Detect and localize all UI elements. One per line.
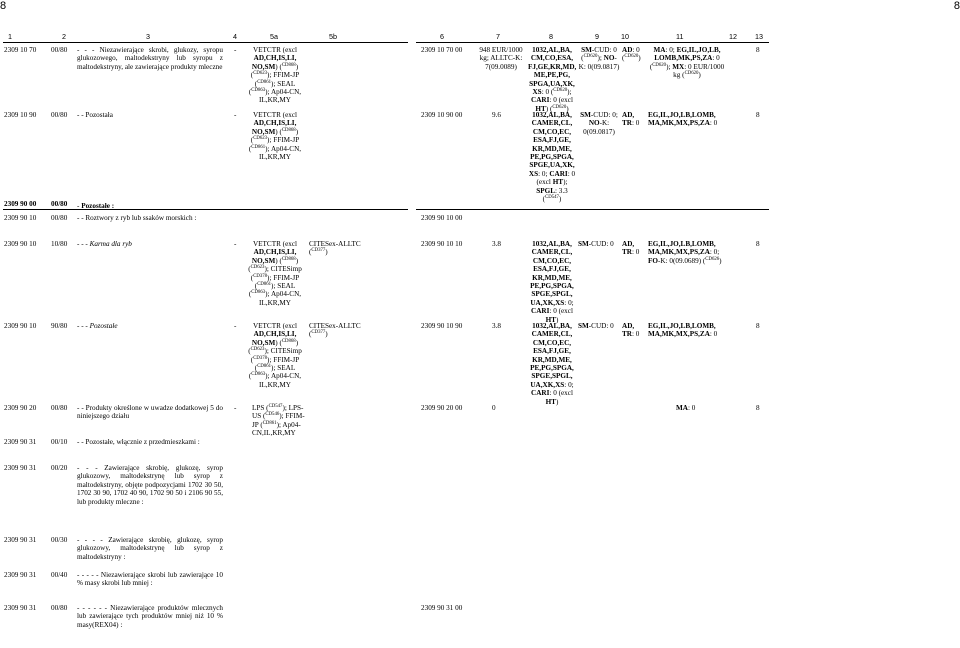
row-code: 2309 90 10 10: [421, 240, 463, 248]
row-col4: -: [234, 111, 237, 119]
row-code: 2309 90 31 00: [421, 604, 463, 612]
row-code: 2309 90 31: [4, 604, 37, 612]
row-col4: -: [234, 322, 237, 330]
row-suffix: 10/80: [51, 240, 68, 248]
row-col5a: LPS ($^{CD547}$); LPS-US ($^{CD546}$); FFIM-JP ($^{CD861}$); Ap04-CN,IL,KR,MY: [252, 404, 305, 438]
row-col8: 1032,AL,BA, CAMER,CL, CM,CO,EC, ESA,FJ,GE, KR,MD,ME, PE,PG,SPGA, SPGE,SPGL, UA,XK,XS: 0; CARI: 0 (excl HT): [530, 322, 574, 406]
row-description: - - - Niezawierające skrobi, glukozy, syropu glukozowego, maltodekstryny lub syropu z maltodekstryny, ale zawierające produkty mleczne: [77, 46, 223, 71]
row-suffix: 00/80: [51, 604, 68, 612]
row-col9: SM-CUD: 0; NO-K: 0(09.0817): [580, 111, 618, 136]
row-description: - - Roztwory z ryb lub ssaków morskich :: [77, 214, 197, 222]
row-description: - - - - - Niezawierające skrobi lub zawierające 10 % masy skrobi lub mniej :: [77, 571, 223, 588]
row-col13: 8: [756, 46, 760, 54]
row-col5a: VETCTR (excl AD,CH,IS,LI, NO,SM) ($^{CD868}$) ($^{CD623}$); FFIM-JP ($^{CD861}$); Ap04-CN, IL,KR,MY: [248, 111, 302, 162]
row-col9: SM-CUD: 0 ($^{CD620}$); NO-K: 0(09.0817): [578, 46, 620, 71]
row-code: 2309 90 10: [4, 214, 37, 222]
row-description: - - Produkty określone w uwadze dodatkowej 5 do niniejszego działu: [77, 404, 223, 421]
page-number-left: 8: [0, 0, 7, 12]
row-code: 2309 90 10: [4, 240, 37, 248]
section-rule: [3, 209, 408, 210]
row-code: 2309 90 10: [4, 322, 37, 330]
header-col-5a: 5a: [270, 32, 278, 41]
row-col10: AD, TR: 0: [622, 240, 640, 257]
row-code: 2309 10 90: [4, 111, 37, 119]
row-col4: -: [234, 46, 237, 54]
row-col5a: VETCTR (excl AD,CH,IS,LI, NO,SM) ($^{CD868}$) ($^{CD623}$); CITESimp ($^{CD378}$); FFIM-JP ($^{CD861}$); SEAL ($^{CD863}$); Ap04-CN, IL,KR,MY: [248, 322, 302, 389]
row-col7: 948 EUR/1000 kg; ALLTC-K: 7(09.0089): [479, 46, 523, 71]
row-col8: 1032,AL,BA, CAMER,CL, CM,CO,EC, ESA,FJ,GE, KR,MD,ME, PE,PG,SPGA, SPGE,UA,XK, XS: 0; CARI: 0 (excl HT); SPGL: 3.3 ($^{CD547}$): [528, 111, 576, 204]
row-col10: AD, TR: 0: [622, 111, 640, 128]
row-code: 2309 90 31: [4, 464, 37, 472]
row-code: 2309 10 70 00: [421, 46, 463, 54]
header-col-6: 6: [440, 32, 444, 41]
row-col7: 3.8: [492, 240, 501, 248]
row-code: 2309 10 90 00: [421, 111, 463, 119]
row-suffix: 00/80: [51, 214, 68, 222]
header-col-8: 8: [549, 32, 553, 41]
row-col4: -: [234, 240, 237, 248]
row-code: 2309 10 70: [4, 46, 37, 54]
row-suffix: 00/10: [51, 438, 68, 446]
header-col-12: 12: [729, 32, 737, 41]
row-suffix: 90/80: [51, 322, 68, 330]
section-rule: [416, 209, 769, 210]
row-col11: MA: 0; EG,IL,JO,LB, LOMB,MK,PS,ZA: 0 ($^{CD620}$); MX: 0 EUR/1000 kg ($^{CD620}$): [649, 46, 725, 80]
row-code: 2309 90 20 00: [421, 404, 463, 412]
row-description: - - - Karma dla ryb: [77, 240, 132, 248]
row-col8: 1032,AL,BA, CM,CO,ESA, FJ,GE,KR,MD, ME,PE,PG, SPGA,UA,XK, XS: 0 ($^{CD620}$); CARI: 0 (excl HT) ($^{CD620}$): [528, 46, 577, 113]
header-col-3: 3: [146, 32, 150, 41]
row-col13: 8: [756, 111, 760, 119]
header-col-1: 1: [8, 32, 12, 41]
row-col9: SM-CUD: 0: [578, 322, 614, 330]
row-code: 2309 90 10 90: [421, 322, 463, 330]
row-suffix: 00/40: [51, 571, 68, 579]
row-col10: AD: 0 ($^{CD620}$): [622, 46, 641, 63]
row-description: - - - Zawierające skrobię, glukozę, syrop glukozowy, maltodekstrynę lub syrop z maltodekstryny, objęte podpozycjami 1702 30 50, 1702 30 90, 1702 40 90, 1702 90 50 i 2106 90 55, lub produkty mleczne :: [77, 464, 223, 506]
row-col13: 8: [756, 404, 760, 412]
row-suffix: 00/80: [51, 46, 68, 54]
header-col-4: 4: [233, 32, 237, 41]
row-description: - - Pozostałe, włącznie z przedmieszkami :: [77, 438, 200, 446]
header-col-10: 10: [621, 32, 629, 41]
row-col11: EG,IL,JO,LB,LOMB, MA,MK,MX,PS,ZA: 0: [648, 111, 718, 128]
row-col7: 0: [492, 404, 496, 412]
row-suffix: 00/80: [51, 404, 68, 412]
row-code: 2309 90 00: [4, 200, 37, 208]
row-description: - Pozostałe :: [77, 202, 115, 210]
header-rule-left: [3, 42, 408, 43]
header-rule-right: [416, 42, 769, 43]
row-suffix: 00/80: [51, 111, 68, 119]
header-col-11: 11: [676, 32, 684, 41]
row-suffix: 00/30: [51, 536, 68, 544]
header-col-7: 7: [496, 32, 500, 41]
row-col5a: VETCTR (excl AD,CH,IS,LI, NO,SM) ($^{CD868}$) ($^{CD623}$); FFIM-JP ($^{CD861}$); SEAL ($^{CD863}$); Ap04-CN, IL,KR,MY: [248, 46, 302, 105]
row-col11: MA: 0: [676, 404, 696, 412]
row-suffix: 00/80: [51, 200, 68, 208]
page-number-right: 8: [953, 0, 960, 12]
row-col5b: CITESex-ALLTC ($^{CD377}$): [309, 322, 361, 339]
header-col-13: 13: [755, 32, 763, 41]
row-description: - - - - Zawierające skrobię, glukozę, syrop glukozowy, maltodekstrynę lub syrop z maltodekstryny :: [77, 536, 223, 561]
header-col-5b: 5b: [329, 32, 337, 41]
row-code: 2309 90 31: [4, 536, 37, 544]
row-col5b: CITESex-ALLTC ($^{CD377}$): [309, 240, 361, 257]
row-col8: 1032,AL,BA, CAMER,CL, CM,CO,EC, ESA,FJ,GE, KR,MD,ME, PE,PG,SPGA, SPGE,SPGL, UA,XK,XS: 0; CARI: 0 (excl HT): [530, 240, 574, 324]
row-col13: 8: [756, 322, 760, 330]
row-description: - - Pozostała: [77, 111, 113, 119]
header-col-9: 9: [595, 32, 599, 41]
row-col10: AD, TR: 0: [622, 322, 640, 339]
row-description: - - - - - - Niezawierające produktów mlecznych lub zawierające tych produktów mniej niż 10 % masy(REX04) :: [77, 604, 223, 629]
row-col13: 8: [756, 240, 760, 248]
row-col7: 9.6: [492, 111, 501, 119]
row-code: 2309 90 31: [4, 438, 37, 446]
row-code: 2309 90 20: [4, 404, 37, 412]
row-description: - - - Pozostałe: [77, 322, 118, 330]
row-col5a: VETCTR (excl AD,CH,IS,LI, NO,SM) ($^{CD868}$) ($^{CD623}$); CITESimp ($^{CD378}$); FFIM-JP ($^{CD861}$); SEAL ($^{CD863}$); Ap04-CN, IL,KR,MY: [248, 240, 302, 307]
row-suffix: 00/20: [51, 464, 68, 472]
row-code: 2309 90 10 00: [421, 214, 463, 222]
header-col-2: 2: [62, 32, 66, 41]
row-col4: -: [234, 404, 237, 412]
row-col11: EG,IL,JO,LB,LOMB, MA,MK,MX,PS,ZA: 0: [648, 322, 718, 339]
row-col11: EG,IL,JO,LB,LOMB, MA,MK,MX,PS,ZA: 0; FO-K: 0(09.0689) ($^{CD626}$): [648, 240, 722, 265]
row-code: 2309 90 31: [4, 571, 37, 579]
row-col9: SM-CUD: 0: [578, 240, 614, 248]
row-col7: 3.8: [492, 322, 501, 330]
